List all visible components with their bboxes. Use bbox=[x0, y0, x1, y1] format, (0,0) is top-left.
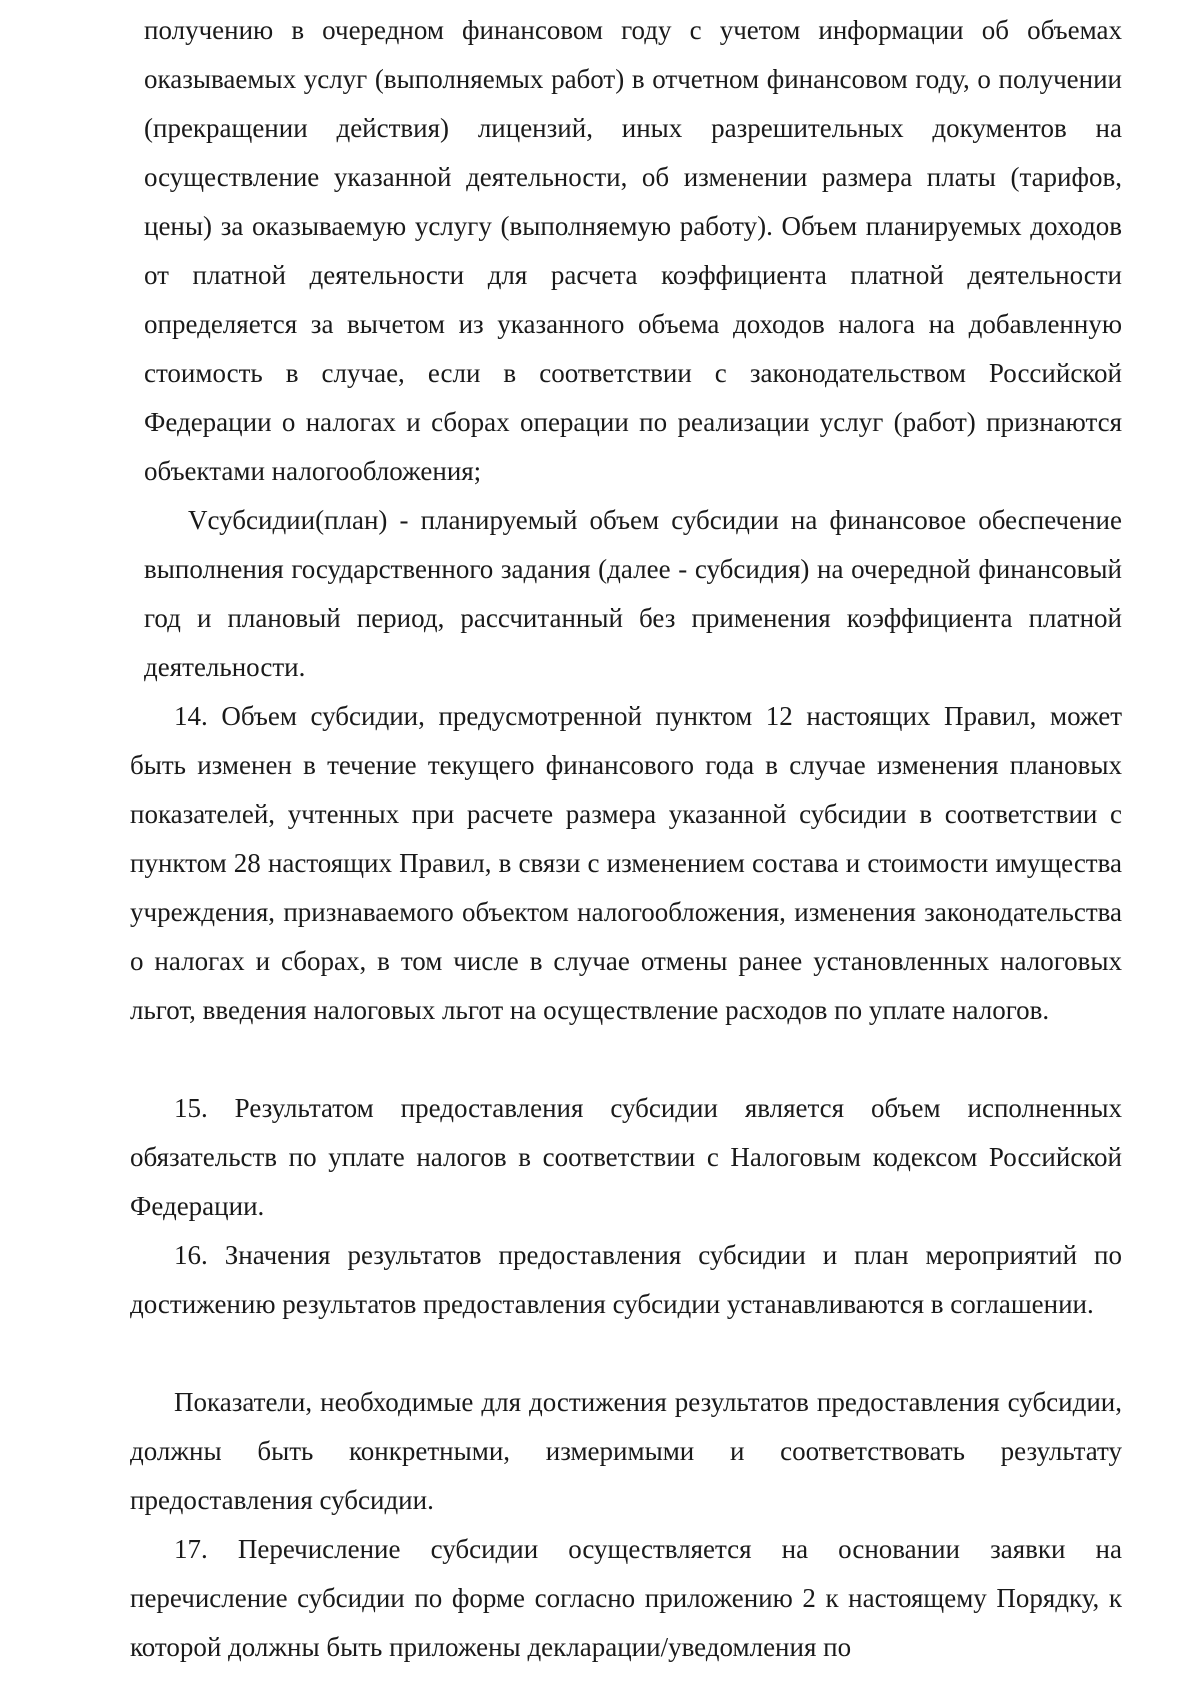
paragraph-15: 15. Результатом предоставления субсидии является объем исполненных обязательств по уплате налогов в соответствии с Налоговым кодексом Российской Федерации. bbox=[130, 1093, 1122, 1221]
paragraph-16: 16. Значения результатов предоставления субсидии и план мероприятий по достижению результатов предоставления субсидии устанавливаются в соглашении. bbox=[130, 1240, 1122, 1319]
paragraph-indicators: Показатели, необходимые для достижения результатов предоставления субсидии, должны быть конкретными, измеримыми и соответствовать результату предоставления субсидии. bbox=[130, 1387, 1122, 1515]
paragraph-continuation: получению в очередном финансовом году с учетом информации об объемах оказываемых услуг (выполняемых работ) в отчетном финансовом году, о получении (прекращении действия) лицензий, иных разрешительных документов на осуществление указанной деятельности, об изменении размера платы (тарифов, цены) за оказываемую услугу (выполняемую работу). Объем планируемых доходов от платной деятельности для расчета коэффициента платной деятельности определяется за вычетом из указанного объема доходов налога на добавленную стоимость в случае, если в соответствии с законодательством Российской Федерации о налогах и сборах операции по реализации услуг (работ) признаются объектами налогообложения; bbox=[144, 15, 1122, 486]
paragraph-14: 14. Объем субсидии, предусмотренной пунктом 12 настоящих Правил, может быть изменен в течение текущего финансового года в случае изменения плановых показателей, учтенных при расчете размера указанной субсидии в соответствии с пунктом 28 настоящих Правил, в связи с изменением состава и стоимости имущества учреждения, признаваемого объектом налогообложения, изменения законодательства о налогах и сборах, в том числе в случае отмены ранее установленных налоговых льгот, введения налоговых льгот на осуществление расходов по уплате налогов. bbox=[130, 701, 1122, 1025]
paragraph-17: 17. Перечисление субсидии осуществляется на основании заявки на перечисление субсидии по форме согласно приложению 2 к настоящему Порядку, к которой должны быть приложены декларации/уведомления по bbox=[130, 1534, 1122, 1662]
paragraph-v-subsidy-definition: Vсубсидии(план) - планируемый объем субсидии на финансовое обеспечение выполнения государственного задания (далее - субсидия) на очередной финансовый год и плановый период, рассчитанный без применения коэффициента платной деятельности. bbox=[144, 505, 1122, 682]
